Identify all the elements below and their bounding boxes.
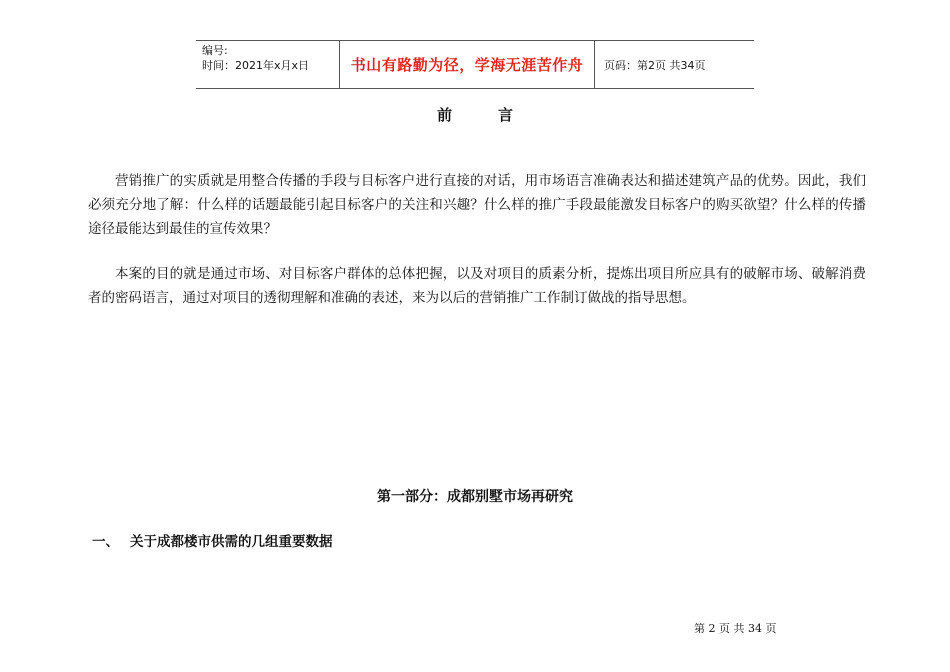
- header-page-cell: [595, 41, 754, 88]
- section-heading: [92, 530, 333, 550]
- number-label: 编号:: [202, 44, 228, 57]
- section-title: 关于成都楼市供需的几组重要数据: [130, 534, 333, 550]
- part-title: 第一部分：成都别墅市场再研究: [377, 489, 573, 505]
- section-number: 一、: [92, 534, 119, 550]
- header-motto-cell: [339, 41, 595, 88]
- header-info-cell: [196, 41, 339, 88]
- time-text: 时间：2021年x月x日: [202, 59, 310, 72]
- preface-paragraph-1: 营销推广的实质就是用整合传播的手段与目标客户进行直接的对话，用市场语言准确表达和描述建筑产品的优势。因此，我们必须充分地了解：什么样的话题最能引起目标客户的关注和兴趣？什么样的推广手段最能激发目标客户的购买欲望？什么样的传播途径最能达到最佳的宣传效果？: [88, 173, 866, 237]
- motto-text: 书山有路勤为径，学海无涯苦作舟: [350, 56, 584, 74]
- preface-title: 前言: [436, 106, 559, 124]
- page-code: 页码：第2页 共34页: [604, 58, 706, 72]
- preface-paragraph-2: 本案的目的就是通过市场、对目标客户群体的总体把握，以及对项目的质素分析，提炼出项目所应具有的破解市场、破解消费者的密码语言，通过对项目的透彻理解和准确的表述，来为以后的营销推广工作制订做战的指导思想。: [88, 266, 866, 306]
- document-header-table: [196, 40, 754, 89]
- page-footer: 第 2 页 共 34 页: [694, 622, 777, 635]
